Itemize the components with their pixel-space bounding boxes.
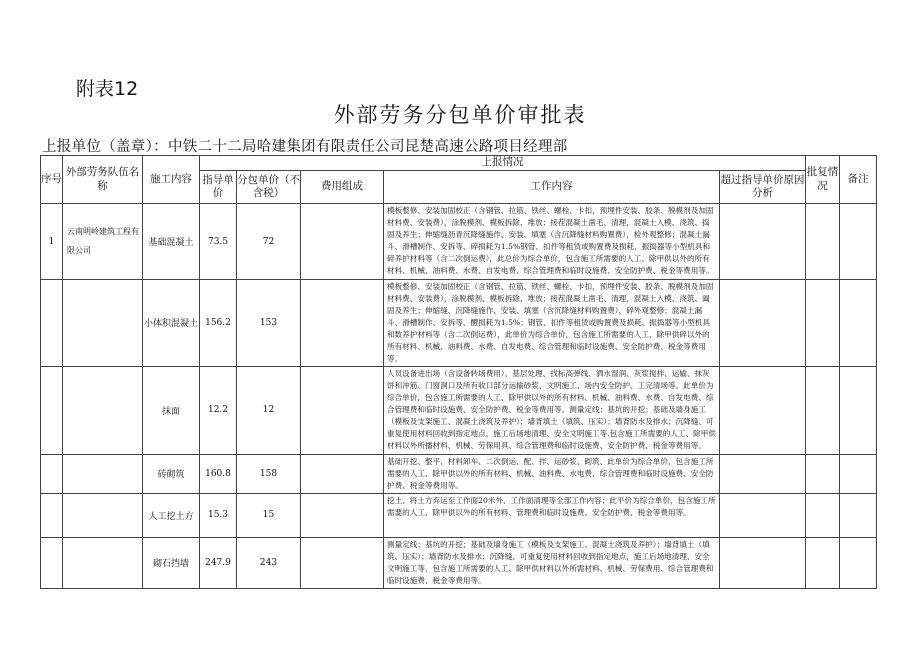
cell-content: 砖砌筑	[143, 454, 200, 493]
cell-fee	[301, 280, 384, 367]
cell-work: 模板整修、安装加固校正（含钢管、拉筋、铁丝、螺栓、卡扣，预埋件安装、胶条、脱模剂及加固材料费、安装费），涂脱模剂、模板拆除、堆放；接茬混凝土凿毛、清理，混凝土入模、浇筑、阖固及养生；伸缩缝、沉降缝施作、安装、填塞（含沉降缝材料购置费），碎外观整修；混凝土漏斗、滑槽制作、安拆等，醴损耗为1.5%；钢管、扣件等租赁或购置费及损耗，振捣器等小型机具和数养护材料等（含二次倒运费），此单价为综合单价，包含施工所需要的人工、除甲供碎以外的所有材料、机械、油料费、水费、自发电费、综合管理和临时设施费、安全防护费、税金等费用等。	[384, 280, 720, 367]
cell-guide-price: 73.5	[200, 204, 237, 280]
col-header-content: 施工内容	[143, 156, 200, 204]
col-header-sub-price: 分包单价（不含税）	[237, 171, 301, 204]
cell-remark	[840, 537, 877, 588]
cell-guide-price: 160.8	[200, 454, 237, 493]
cell-fee	[301, 366, 384, 454]
cell-approval	[806, 366, 840, 454]
col-header-guide-price: 指导单价	[200, 171, 237, 204]
col-header-work: 工作内容	[384, 171, 720, 204]
col-header-remark: 备注	[840, 156, 877, 204]
col-header-team: 外部劳务队伍名称	[63, 156, 143, 204]
cell-work: 测量定线；基坑的开挖；基础及墙身施工（模板及支架施工、混凝土浇筑及养护）；墙背填土（填筑、压实）；墙背防水及排水；沉降缝、可重复使用材料回收到指定地点，施工后场地清理、安全文明施工等，包含施工所需要的人工、除甲供材料以外所需材料、机械、劳保费用、综合管理费和临时设施费、税金等费用等。	[384, 537, 720, 588]
cell-over-reason	[720, 537, 806, 588]
table-row	[41, 204, 877, 280]
cell-sub-price: 12	[237, 366, 301, 454]
col-header-report-group: 上报情况	[200, 156, 806, 171]
table-row	[41, 537, 877, 588]
cell-approval	[806, 280, 840, 367]
cell-guide-price: 156.2	[200, 280, 237, 367]
table-row	[41, 493, 877, 537]
cell-seq	[41, 280, 63, 367]
cell-fee	[301, 204, 384, 280]
cell-content: 基础混凝土	[143, 204, 200, 280]
cell-sub-price: 72	[237, 204, 301, 280]
cell-team	[63, 366, 143, 454]
table-row	[41, 366, 877, 454]
cell-approval	[806, 493, 840, 537]
cell-over-reason	[720, 454, 806, 493]
page-title: 外部劳务分包单价审批表	[333, 103, 587, 127]
cell-team	[63, 280, 143, 367]
cell-content: 人工挖土方	[143, 493, 200, 537]
col-header-seq: 序号	[41, 156, 63, 204]
cell-guide-price: 15.3	[200, 493, 237, 537]
cell-over-reason	[720, 493, 806, 537]
cell-remark	[840, 454, 877, 493]
cell-work: 基础开挖、整平、材料卸车、二次倒运、配、拌、运砂浆、砌筑、此单价为综合单价，包含施工所需要的人工、除甲供以外的所有材料、机械、油料费、水电费、综合管理费和临时设施费、安全防护费、税金等费用等。	[384, 454, 720, 493]
cell-content: 砌石挡墙	[143, 537, 200, 588]
cell-over-reason	[720, 204, 806, 280]
cell-remark	[840, 493, 877, 537]
cell-guide-price: 12.2	[200, 366, 237, 454]
cell-team	[63, 537, 143, 588]
cell-content: 抹面	[143, 366, 200, 454]
annex-label: 附表12	[76, 78, 139, 100]
cell-fee	[301, 537, 384, 588]
cell-team	[63, 493, 143, 537]
cell-seq	[41, 493, 63, 537]
table-row	[41, 280, 877, 367]
col-header-fee: 费用组成	[301, 171, 384, 204]
cell-remark	[840, 366, 877, 454]
col-header-approval: 批复情况	[806, 156, 840, 204]
reporting-unit-line: 上报单位（盖章）：中铁二十二局哈建集团有限责任公司昆楚高速公路项目经理部	[42, 139, 568, 155]
cell-seq: 1	[41, 204, 63, 280]
cell-seq	[41, 537, 63, 588]
cell-sub-price: 153	[237, 280, 301, 367]
cell-remark	[840, 280, 877, 367]
cell-approval	[806, 204, 840, 280]
cell-over-reason	[720, 366, 806, 454]
cell-sub-price: 158	[237, 454, 301, 493]
table-row	[41, 454, 877, 493]
cell-team: 云南明岭建筑工程有限公司	[63, 204, 143, 280]
cell-approval	[806, 537, 840, 588]
cell-guide-price: 247.9	[200, 537, 237, 588]
cell-fee	[301, 454, 384, 493]
cell-work: 挖土、将土方弃运至工作面20米外、工作面清理等全部工作内容；此平价为综合单价，包含施工所需要的人工、除甲供以外的所有材料、管理费和临时设施费、安全防护费、税金等费用等。	[384, 493, 720, 537]
cell-sub-price: 15	[237, 493, 301, 537]
cell-team	[63, 454, 143, 493]
cell-content: 小体积混凝土	[143, 280, 200, 367]
cell-seq	[41, 366, 63, 454]
cell-seq	[41, 454, 63, 493]
col-header-over-reason: 超过指导单价原因分析	[720, 171, 806, 204]
cell-approval	[806, 454, 840, 493]
cell-work: 人员设备进出场（含设备转场费用），基层处理、找标高弹线、洒水湿润、灰浆搅拌、运输、抹灰饼和冲筋、门窗洞口及所有收口部分运输砂浆、文明施工、场内安全防护、工完清场等。此单价为综合单价，包含施工所需要的人工、除甲供以外的所有材料、机械、油料费、水费、自发电费、综合管理费和临时设施费、安全防护费、税金等费用等。测量定线；基坑的开挖；基础及墙身施工（模板及支架施工、混凝土浇筑及养护）；墙背填土（填筑、压实）；墙背防水及排水；沉降缝、可重复使用材料回收到指定地点，施工后场地清理、安全文明施工等.包含施工所需要的人工、除甲供材料以外所播材料、机械、劳保用具、综合管理费和临时设施费、安全防护费、税金等费用等。	[384, 366, 720, 454]
cell-over-reason	[720, 280, 806, 367]
cell-fee	[301, 493, 384, 537]
cell-sub-price: 243	[237, 537, 301, 588]
approval-table	[40, 155, 877, 589]
cell-remark	[840, 204, 877, 280]
cell-work: 模板整修、安装加固校正（含钢管、拉筋、铁丝、螺栓、卡扣，预埋件安装、胶条、脱模剂及加固材料费、安装费），涂脱模剂、模板拆除、堆放；接茬混凝土凿毛、清理，混凝土入模、浇筑、捣固及养生；伸缩缝沥青沉降缝施作、安装、填塞（含沉降缝材料购置费），检外观整修；混凝土漏斗、滑槽制作、安拆等、碎损耗为1.5%钢管、扣件等租赁或购置费及损耗，振捣器等小型机具和碎养护材料等（含二次倒运费），此总价为综合单价，包含施工所需要的人工、除甲供以外的所有材料、机械、油料费、水费、自发电费、综合管理费和临时设施费、安全防护费、税金等费用等。	[384, 204, 720, 280]
